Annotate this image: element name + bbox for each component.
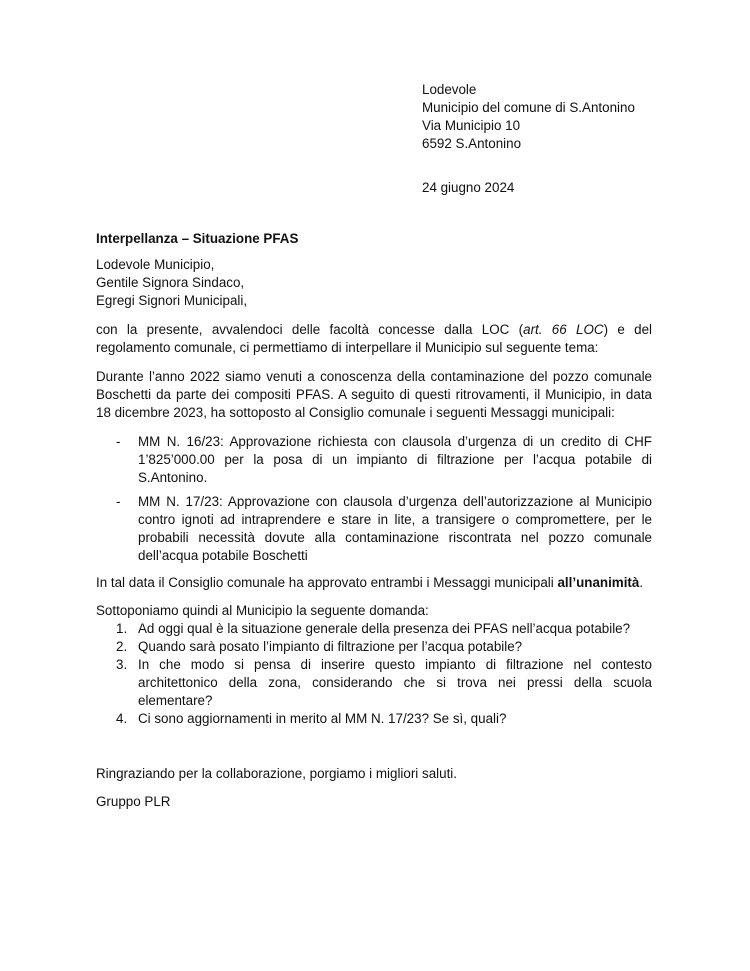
intro-paragraph [96, 321, 652, 357]
list-number: 1. [116, 621, 128, 636]
salutation-line: Gentile Signora Sindaco, [96, 275, 245, 290]
list-bullet: - [116, 494, 121, 509]
recipient-address [422, 81, 722, 153]
list-number: 2. [116, 639, 128, 654]
list-item-text: Quando sarà posato l’impianto di filtrazione per l’acqua potabile? [138, 639, 523, 654]
intro-italic-reference: art. 66 LOC [523, 322, 604, 337]
list-item-text: MM N. 16/23: Approvazione richiesta con clausola d’urgenza di un credito di CHF 1’825’000.00 per la posa di un impianto di filtrazione per l’acqua potabile di S.Antonino. [138, 434, 652, 485]
result-paragraph [96, 574, 652, 592]
intro-text: con la presente, avvalendoci delle facoltà concesse dalla LOC ( [96, 322, 524, 337]
result-bold-text: all’unanimità [557, 575, 640, 590]
letter-body [96, 230, 652, 821]
salutation-line: Egregi Signori Municipali, [96, 293, 248, 308]
signature: Gruppo PLR [96, 794, 171, 809]
salutation-line: Lodevole Municipio, [96, 257, 215, 272]
messages-list [96, 433, 652, 565]
questions-list [96, 620, 652, 728]
list-item [96, 433, 652, 487]
recipient-line: Via Municipio 10 [422, 118, 521, 133]
closing-line: Ringraziando per la collaborazione, porgiamo i migliori saluti. [96, 766, 457, 781]
list-number: 4. [116, 711, 128, 726]
recipient-line: Municipio del comune di S.Antonino [422, 100, 635, 115]
list-item [96, 493, 652, 565]
list-item-text: Ci sono aggiornamenti in merito al MM N. 17/23? Se sì, quali? [138, 711, 507, 726]
intro-text: ) e del regolamento comunale, ci permettiamo di interpellare il Municipio sul seguente tema: [96, 322, 652, 355]
result-text: . [639, 575, 644, 590]
list-item-text: Ad oggi qual è la situazione generale della presenza dei PFAS nell’acqua potabile? [138, 621, 631, 636]
list-number: 3. [116, 657, 128, 672]
list-item [96, 710, 652, 728]
list-item [96, 638, 652, 656]
recipient-line: Lodevole [422, 82, 477, 97]
recipient-line: 6592 S.Antonino [422, 136, 522, 151]
letter-subject: Interpellanza – Situazione PFAS [96, 231, 299, 246]
question-intro: Sottoponiamo quindi al Municipio la seguente domanda: [96, 603, 429, 618]
list-item-text: In che modo si pensa di inserire questo impianto di filtrazione nel contesto architettonico della zona, considerando che si trova nei pressi della scuola elementare? [138, 657, 652, 708]
result-text: In tal data il Consiglio comunale ha approvato entrambi i Messaggi municipali [96, 575, 558, 590]
context-paragraph: Durante l’anno 2022 siamo venuti a conoscenza della contaminazione del pozzo comunale Boschetti da parte dei compositi PFAS. A seguito di questi ritrovamenti, il Municipio, in data 18 dicembre 2023, ha sottoposto al Consiglio comunale i seguenti Messaggi municipali: [96, 369, 652, 420]
list-item [96, 620, 652, 638]
list-bullet: - [116, 434, 121, 449]
list-item [96, 656, 652, 710]
letter-date: 24 giugno 2024 [422, 180, 515, 195]
list-item-text: MM N. 17/23: Approvazione con clausola d’urgenza dell’autorizzazione al Municipio contro ignoti ad intraprendere e stare in lite, a transigere o compromettere, per le probabili necessità dovute alla contaminazione riscontrata nel pozzo comunale dell’acqua potabile Boschetti [138, 494, 652, 563]
salutation [96, 256, 652, 310]
